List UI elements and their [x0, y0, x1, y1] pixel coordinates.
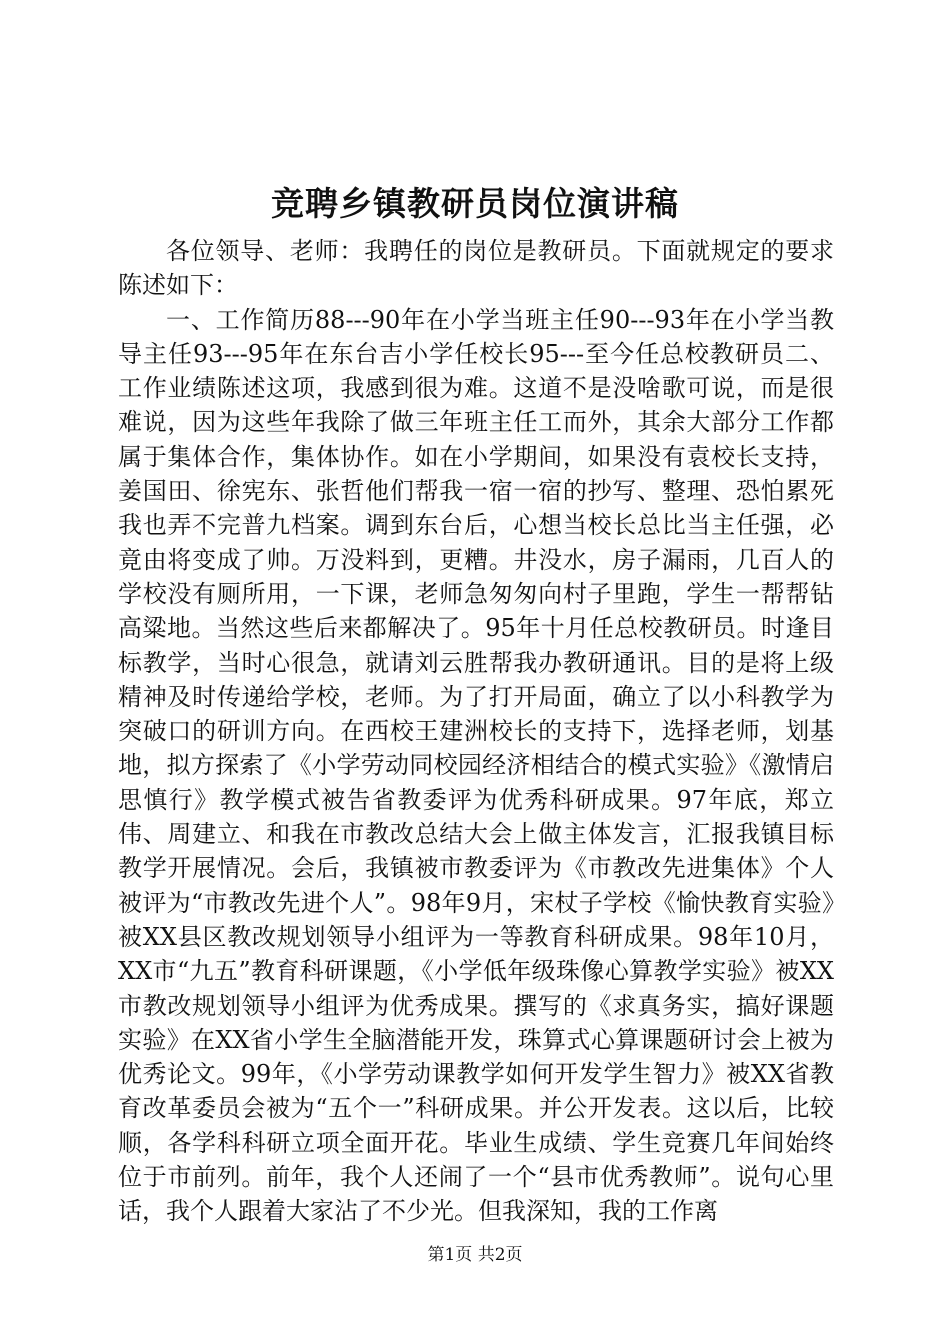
document-body [118, 234, 834, 1229]
paragraph-main: 一、工作简历88---90年在小学当班主任90---93年在小学当教导主任93---95年在东台吉小学任校长95---至今任总校教研员二、工作业绩陈述这项，我感到很为难。这道不是没啥歌可说，而是很难说，因为这些年我除了做三年班主任工而外，其余大部分工作都属于集体合作，集体协作。如在小学期间，如果没有袁校长支持，姜国田、徐宪东、张哲他们帮我一宿一宿的抄写、整理、恐怕累死我也弄不完普九档案。调到东台后，心想当校长总比当主任强，必竟由将变成了帅。万没料到，更糟。井没水，房子漏雨，几百人的学校没有厕所用，一下课，老师急匆匆向村子里跑，学生一帮帮钻高粱地。当然这些后来都解决了。95年十月任总校教研员。时逢目标教学，当时心很急，就请刘云胜帮我办教研通讯。目的是将上级精神及时传递给学校，老师。为了打开局面，确立了以小科教学为突破口的研训方向。在西校王建洲校长的支持下，选择老师，划基地，拟方探索了《小学劳动同校园经济相结合的模式实验》《激情启思慎行》教学模式被告省教委评为优秀科研成果。97年底，郑立伟、周建立、和我在市教改总结大会上做主体发言，汇报我镇目标教学开展情况。会后，我镇被市教委评为《市教改先进集体》个人被评为“市教改先进个人”。98年9月，宋杖子学校《愉快教育实验》被XX县区教改规划领导小组评为一等教育科研成果。98年10月，XX市“九五”教育科研课题，《小学低年级珠像心算教学实验》被XX市教改规划领导小组评为优秀成果。撰写的《求真务实，搞好课题实验》在XX省小学生全脑潜能开发，珠算式心算课题研讨会上被为优秀论文。99年，《小学劳动课教学如何开发学生智力》被XX省教育改革委员会被为“五个一”科研成果。并公开发表。这以后，比较顺，各学科科研立项全面开花。毕业生成绩、学生竞赛几年间始终位于市前列。前年，我个人还闹了一个“县市优秀教师”。说句心里话，我个人跟着大家沾了不少光。但我深知，我的工作离 [118, 305, 834, 1226]
page-number-footer: 第1页 共2页 [427, 1245, 523, 1265]
document-title: 竞聘乡镇教研员岗位演讲稿 [271, 184, 679, 223]
paragraph-greeting: 各位领导、老师：我聘任的岗位是教研员。下面就规定的要求陈述如下： [118, 237, 834, 300]
